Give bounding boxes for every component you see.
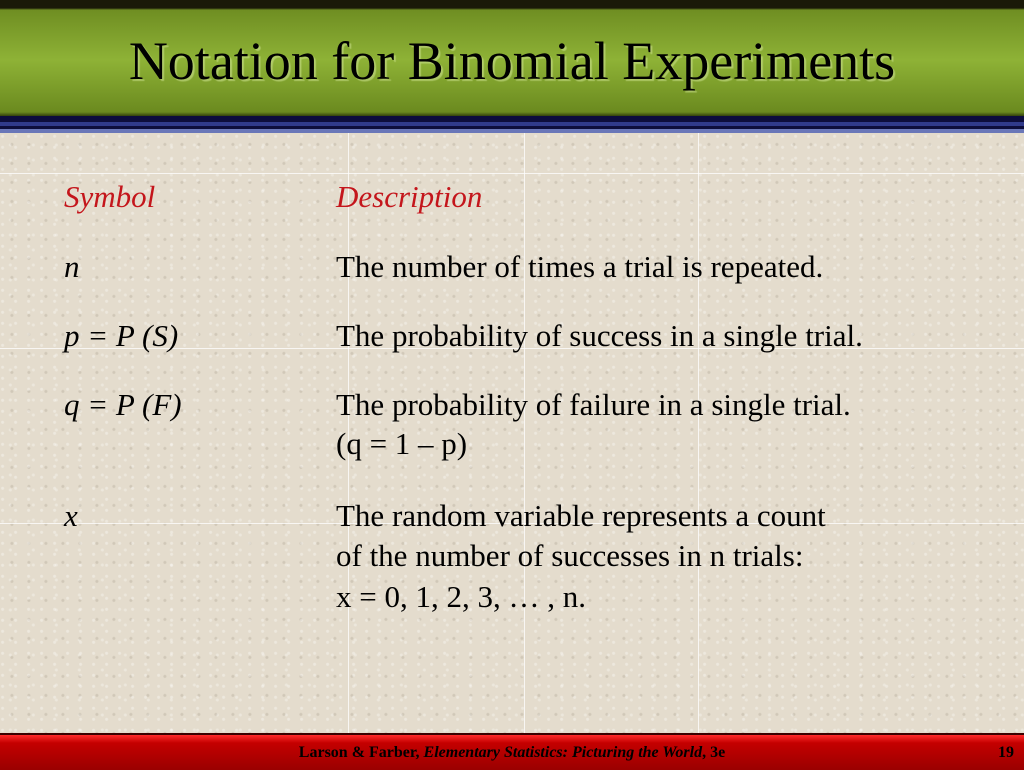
page-number: 19 bbox=[998, 744, 1014, 761]
header-divider bbox=[0, 116, 1024, 133]
background-gridline bbox=[524, 133, 525, 733]
symbol-p: p = P (S) bbox=[64, 318, 179, 353]
background-gridline bbox=[698, 133, 699, 733]
slide-content bbox=[0, 133, 1024, 733]
description-q-line1: The probability of failure in a single trial. bbox=[336, 387, 851, 422]
description-x-line1: The random variable represents a count bbox=[336, 498, 826, 533]
description-n: The number of times a trial is repeated. bbox=[336, 249, 824, 284]
slide-title: Notation for Binomial Experiments bbox=[128, 31, 896, 91]
column-header-symbol: Symbol bbox=[64, 179, 156, 214]
description-x-line3: x = 0, 1, 2, 3, … , n. bbox=[336, 579, 586, 614]
footer-edition: , 3e bbox=[702, 744, 726, 761]
description-x-line2: of the number of successes in n trials: bbox=[336, 538, 804, 573]
background-gridline bbox=[0, 173, 1024, 174]
symbol-n: n bbox=[64, 249, 80, 284]
column-header-description: Description bbox=[336, 179, 483, 214]
title-bar bbox=[0, 0, 1024, 116]
footer-citation bbox=[0, 744, 1024, 762]
description-q-line2: (q = 1 – p) bbox=[336, 426, 468, 461]
footer-bar bbox=[0, 733, 1024, 770]
footer-book-title: Elementary Statistics: Picturing the World bbox=[423, 744, 703, 761]
symbol-q: q = P (F) bbox=[64, 387, 182, 422]
description-p: The probability of success in a single trial. bbox=[336, 318, 863, 353]
footer-authors: Larson & Farber, bbox=[298, 744, 420, 761]
symbol-x: x bbox=[64, 498, 78, 533]
